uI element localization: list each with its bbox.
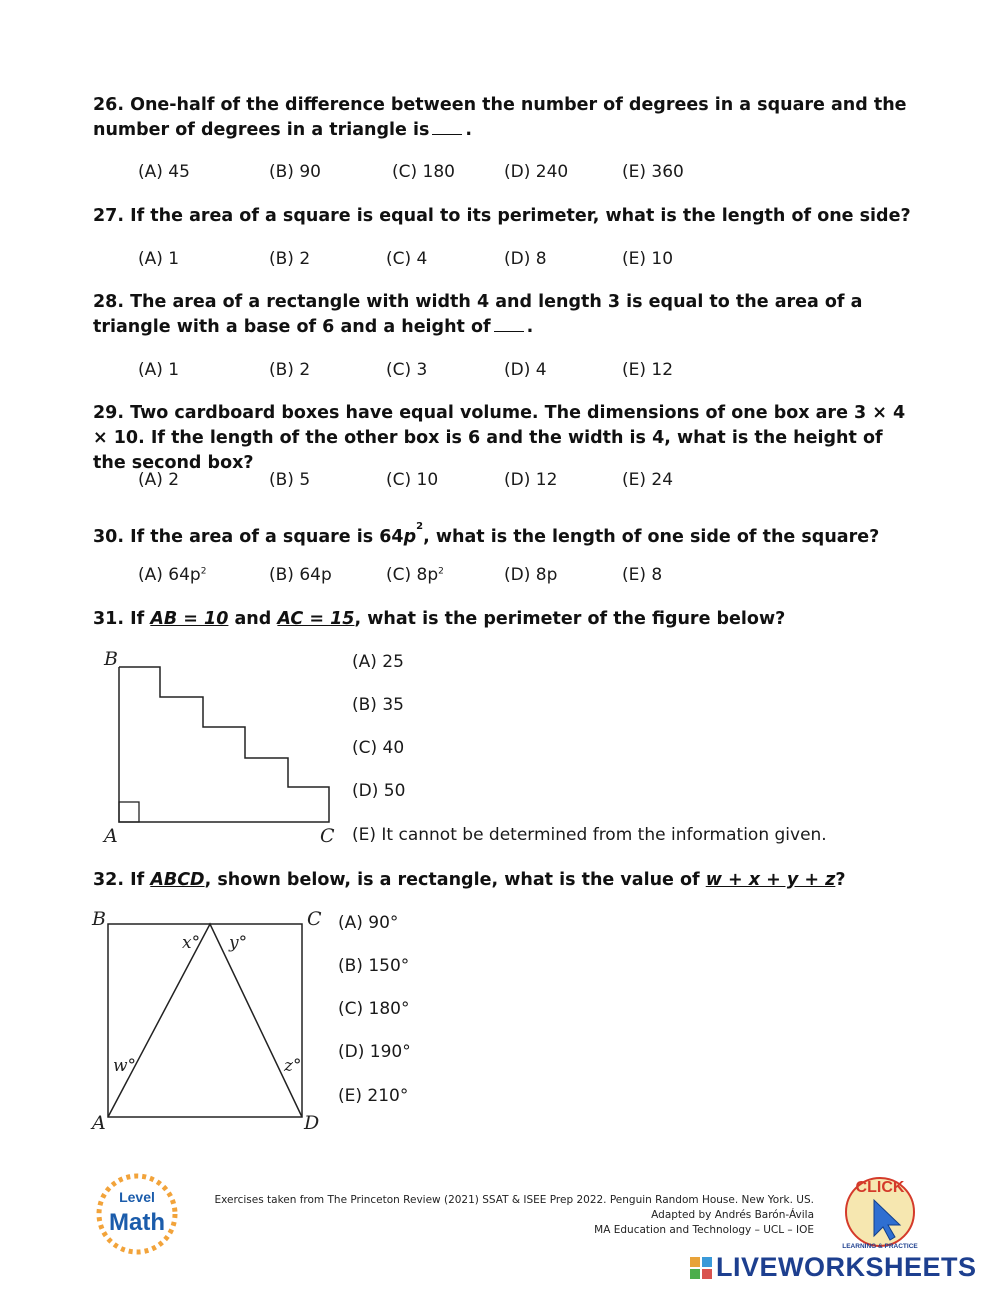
label-a: A	[104, 825, 118, 847]
q31-option-d[interactable]: (D) 50	[352, 781, 406, 801]
label-c: C	[307, 908, 322, 930]
q32-option-a[interactable]: (A) 90°	[338, 913, 399, 933]
q26-option-c[interactable]: (C) 180	[392, 162, 455, 182]
q30-option-e[interactable]: (E) 8	[622, 565, 663, 585]
footer-line-1: Exercises taken from The Princeton Review (2021) SSAT & ISEE Prep 2022. Penguin Random House. New York. US.	[214, 1194, 814, 1206]
question-28: 28. The area of a rectangle with width 4 and length 3 is equal to the area of a triangle with a base of 6 and a height of .	[93, 292, 863, 337]
q30-option-c[interactable]: (C) $8p^2$	[386, 565, 444, 585]
staircase-outline	[119, 667, 329, 822]
q30-option-d[interactable]: (D) 8p	[504, 565, 558, 585]
q29-option-a[interactable]: (A) 2	[138, 470, 180, 490]
q26-option-d[interactable]: (D) 240	[504, 162, 569, 182]
q31-option-e[interactable]: (E) It cannot be determined from the information given.	[352, 825, 827, 845]
liveworksheets-text: LIVEWORKSHEETS	[716, 1252, 977, 1282]
question-31: 31. If AB = 10 and AC = 15, what is the perimeter of the figure below?	[93, 609, 786, 629]
footer-line-2: Adapted by Andrés Barón-Ávila	[651, 1209, 814, 1221]
q29-option-e[interactable]: (E) 24	[622, 470, 674, 490]
label-c: C	[320, 825, 335, 847]
footer-line-3: MA Education and Technology – UCL – IOE	[594, 1224, 814, 1236]
q26-option-b[interactable]: (B) 90	[269, 162, 321, 182]
question-30: 30. If the area of a square is $64p^2$, what is the length of one side of the square?	[93, 521, 880, 547]
q29-option-c[interactable]: (C) 10	[386, 470, 439, 490]
rectangle-triangle-figure	[88, 905, 333, 1135]
q27-option-a[interactable]: (A) 1	[138, 249, 180, 269]
staircase-figure	[95, 645, 345, 850]
q32-option-d[interactable]: (D) 190°	[338, 1042, 411, 1062]
click-logo	[834, 1170, 926, 1250]
q27-option-d[interactable]: (D) 8	[504, 249, 547, 269]
q28-option-d[interactable]: (D) 4	[504, 360, 547, 380]
q27-option-e[interactable]: (E) 10	[622, 249, 674, 269]
q31-option-b[interactable]: (B) 35	[352, 695, 404, 715]
label-a: A	[92, 1112, 106, 1134]
label-d: D	[304, 1112, 320, 1134]
liveworksheets-icon	[690, 1257, 712, 1279]
liveworksheets-logo[interactable]	[690, 1252, 977, 1283]
q32-option-c[interactable]: (C) 180°	[338, 999, 410, 1019]
q29-option-b[interactable]: (B) 5	[269, 470, 311, 490]
q27-option-c[interactable]: (C) 4	[386, 249, 428, 269]
q28-option-e[interactable]: (E) 12	[622, 360, 674, 380]
question-29: 29. Two cardboard boxes have equal volume. The dimensions of one box are 3 × 4 × 10. If the length of the other box is 6 and the width is 4, what is the height of the second box?	[93, 403, 906, 473]
q30-option-a[interactable]: (A) $64p^2$	[138, 565, 207, 585]
q26-option-e[interactable]: (E) 360	[622, 162, 684, 182]
q27-option-b[interactable]: (B) 2	[269, 249, 311, 269]
q30-option-b[interactable]: (B) 64p	[269, 565, 332, 585]
rectangle-abcd	[108, 924, 302, 1117]
q31-option-a[interactable]: (A) 25	[352, 652, 404, 672]
label-b: B	[104, 648, 118, 670]
q31-option-c[interactable]: (C) 40	[352, 738, 405, 758]
level-math-logo	[93, 1172, 181, 1256]
angle-w: w°	[113, 1056, 137, 1076]
q28-option-b[interactable]: (B) 2	[269, 360, 311, 380]
question-32: 32. If ABCD, shown below, is a rectangle, what is the value of w + x + y + z?	[93, 870, 846, 890]
q28-option-c[interactable]: (C) 3	[386, 360, 428, 380]
learning-practice-text: LEARNING & PRACTICE	[842, 1243, 918, 1250]
logo-math-text: Math	[109, 1209, 165, 1236]
q32-option-e[interactable]: (E) 210°	[338, 1086, 409, 1106]
q32-option-b[interactable]: (B) 150°	[338, 956, 410, 976]
inner-triangle	[108, 924, 302, 1117]
footer-citation	[215, 1193, 814, 1238]
answer-blank	[494, 331, 524, 332]
logo-level-text: Level	[119, 1189, 155, 1205]
right-angle-mark	[119, 802, 139, 822]
label-b: B	[92, 908, 106, 930]
angle-x: x°	[182, 933, 201, 953]
angle-z: z°	[284, 1056, 302, 1076]
q29-option-d[interactable]: (D) 12	[504, 470, 558, 490]
question-27: 27. If the area of a square is equal to its perimeter, what is the length of one side?	[93, 206, 911, 226]
q28-option-a[interactable]: (A) 1	[138, 360, 180, 380]
q26-option-a[interactable]: (A) 45	[138, 162, 190, 182]
click-text: CLICK	[855, 1179, 905, 1196]
answer-blank	[432, 134, 462, 135]
question-26: 26. One-half of the difference between the number of degrees in a square and the number of degrees in a triangle is .	[93, 95, 907, 140]
angle-y: y°	[229, 933, 248, 953]
